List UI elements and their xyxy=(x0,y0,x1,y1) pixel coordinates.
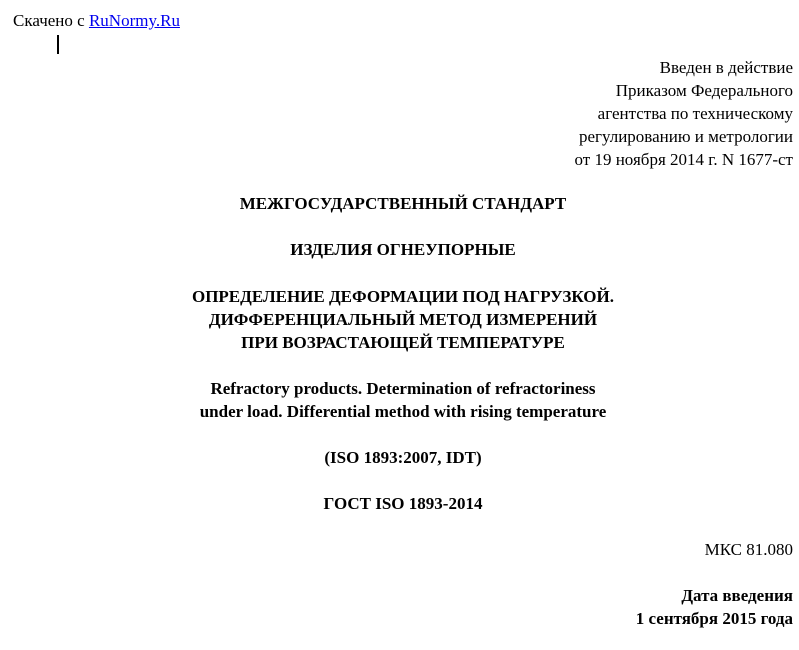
title-en-line: under load. Differential method with rising temperature xyxy=(199,402,607,421)
title-ru-line: ПРИ ВОЗРАСТАЮЩЕЙ ТЕМПЕРАТУРЕ xyxy=(241,333,565,352)
intro-date-label: Дата введения xyxy=(681,586,793,605)
approval-block xyxy=(373,56,793,171)
product-name: ИЗДЕЛИЯ ОГНЕУПОРНЫЕ xyxy=(290,240,516,259)
approval-line: Введен в действие xyxy=(659,58,793,77)
approval-line: от 19 ноября 2014 г. N 1677-ст xyxy=(574,150,793,169)
title-ru-line: ОПРЕДЕЛЕНИЕ ДЕФОРМАЦИИ ПОД НАГРУЗКОЙ. xyxy=(191,287,615,306)
approval-line: Приказом Федерального xyxy=(615,81,793,100)
standard-type: МЕЖГОСУДАРСТВЕННЫЙ СТАНДАРТ xyxy=(239,194,567,213)
source-prefix: Скачено с xyxy=(13,11,89,30)
mks-code: МКС 81.080 xyxy=(704,540,793,559)
intro-date-block xyxy=(636,584,793,630)
title-ru xyxy=(0,285,799,354)
approval-line: регулированию и метрологии xyxy=(578,127,793,146)
gost-number: ГОСТ ISO 1893-2014 xyxy=(323,494,483,513)
iso-reference: (ISO 1893:2007, IDT) xyxy=(324,448,482,467)
text-cursor xyxy=(57,35,59,54)
title-en xyxy=(0,377,799,423)
intro-date-value: 1 сентября 2015 года xyxy=(635,609,793,628)
title-ru-line: ДИФФЕРЕНЦИАЛЬНЫЙ МЕТОД ИЗМЕРЕНИЙ xyxy=(208,310,598,329)
approval-line: агентства по техническому xyxy=(597,104,793,123)
source-link[interactable]: RuNormy.Ru xyxy=(88,11,180,30)
title-en-line: Refractory products. Determination of refractoriness xyxy=(210,379,596,398)
source-line xyxy=(13,9,180,32)
